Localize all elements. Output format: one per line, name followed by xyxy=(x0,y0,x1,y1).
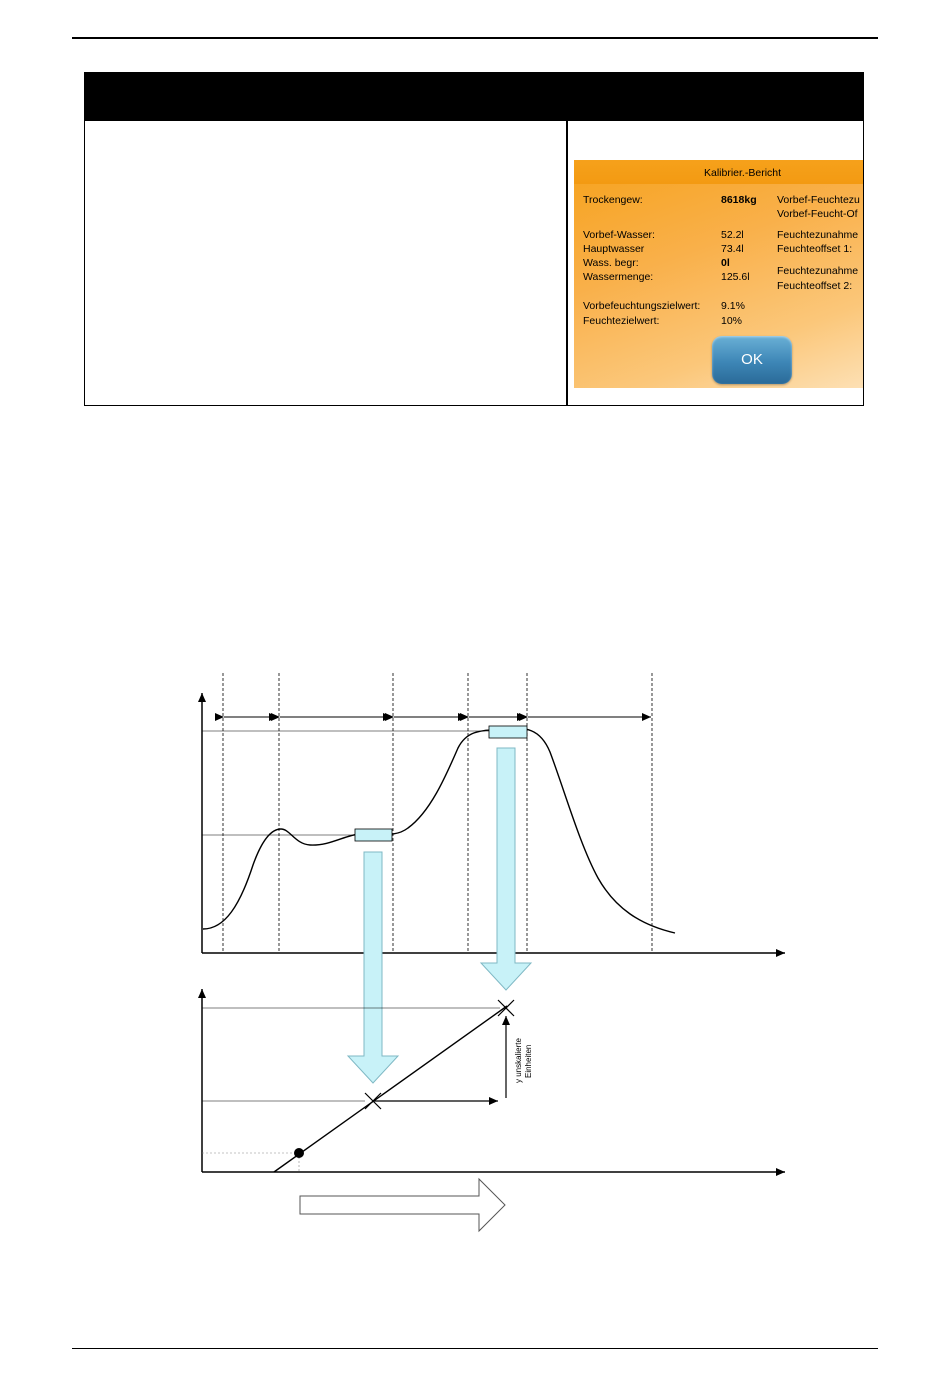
right-label: Feuchteoffset 1: xyxy=(777,243,853,255)
calibration-line xyxy=(274,1006,507,1172)
row-value: 73.4l xyxy=(721,243,744,255)
screen-title: Kalibrier.-Bericht xyxy=(704,167,782,179)
y-delta-label-line1: y unskalierte xyxy=(514,1038,523,1083)
footer-rule xyxy=(72,1348,878,1349)
y-delta-label-line2: Einheiten xyxy=(524,1044,533,1078)
row-label: Wass. begr: xyxy=(583,257,639,269)
row-value: 0l xyxy=(721,257,730,269)
right-label: Feuchtezunahme xyxy=(777,265,859,277)
row-value: 10% xyxy=(721,315,743,327)
row-value: 52.2l xyxy=(721,229,744,241)
sample-window xyxy=(355,829,392,841)
right-label: Vorbef-Feucht-Of xyxy=(777,208,858,220)
row-value: 8618kg xyxy=(721,194,757,206)
direction-hollow-arrow xyxy=(300,1179,505,1231)
row-label: Vorbefeuchtungszielwert: xyxy=(583,300,701,312)
row-value: 125.6l xyxy=(721,271,750,283)
right-label: Vorbef-Feuchtezu xyxy=(777,194,860,206)
upper-graph xyxy=(202,673,785,953)
origin-point xyxy=(294,1148,304,1158)
row-label: Feuchtezielwert: xyxy=(583,315,660,327)
row-label: Vorbef-Wasser: xyxy=(583,229,655,241)
row-label: Hauptwasser xyxy=(583,243,645,255)
ok-button[interactable]: OK xyxy=(712,336,792,384)
transfer-arrow-plateau xyxy=(348,852,398,1083)
sample-window xyxy=(489,726,527,738)
right-label: Feuchteoffset 2: xyxy=(777,280,853,292)
lower-graph xyxy=(202,989,785,1172)
row-label: Trockengew: xyxy=(583,194,643,206)
row-label: Wassermenge: xyxy=(583,271,654,283)
moisture-curve xyxy=(203,728,675,933)
row-value: 9.1% xyxy=(721,300,745,312)
right-label: Feuchtezunahme xyxy=(777,229,859,241)
